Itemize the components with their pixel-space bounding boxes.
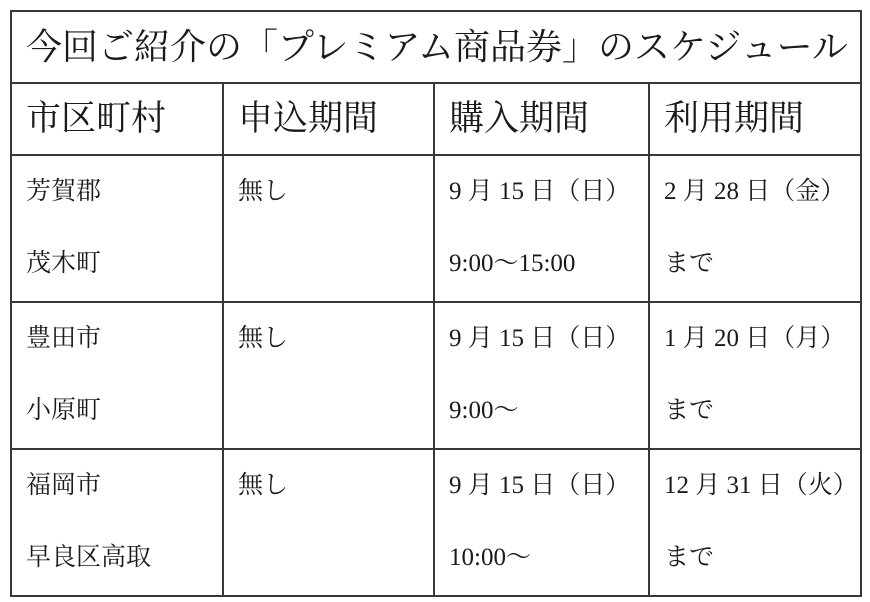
purchase-date: 9 月 15 日（日）: [449, 472, 631, 499]
table-title: 今回ご紹介の「プレミアム商品券」のスケジュール: [11, 11, 861, 83]
purchase-date: 9 月 15 日（日）: [449, 325, 631, 352]
application-period-blank: [238, 522, 429, 594]
municipality-cell: [11, 449, 223, 596]
usage-until: まで: [664, 544, 715, 571]
usage-period-cell: [649, 155, 861, 302]
purchase-time: 10:00～: [449, 544, 531, 571]
column-header-municipality: 市区町村: [11, 83, 223, 155]
purchase-time: 9:00～: [449, 397, 519, 424]
purchase-period-cell: [434, 302, 649, 449]
column-header-purchase-period: 購入期間: [434, 83, 649, 155]
table-row: [11, 449, 861, 596]
municipality-line2: 小原町: [26, 397, 102, 424]
municipality-line1: 芳賀郡: [26, 178, 102, 205]
purchase-time: 9:00～15:00: [449, 250, 576, 277]
application-period-cell: [223, 449, 434, 596]
usage-period-cell: [649, 302, 861, 449]
application-period-cell: [223, 155, 434, 302]
title-row: [11, 11, 861, 83]
usage-until: まで: [664, 397, 715, 424]
premium-voucher-schedule-table: [10, 10, 862, 597]
purchase-date: 9 月 15 日（日）: [449, 178, 631, 205]
usage-date: 2 月 28 日（金）: [664, 178, 846, 205]
usage-until: まで: [664, 250, 715, 277]
table-row: [11, 302, 861, 449]
purchase-period-cell: [434, 155, 649, 302]
application-period-value: 無し: [238, 472, 289, 499]
application-period-blank: [238, 228, 429, 300]
municipality-line1: 豊田市: [26, 325, 102, 352]
municipality-line1: 福岡市: [26, 472, 102, 499]
application-period-value: 無し: [238, 325, 289, 352]
usage-date: 12 月 31 日（火）: [664, 472, 858, 499]
municipality-line2: 早良区高取: [26, 544, 152, 571]
municipality-cell: [11, 155, 223, 302]
table-row: [11, 155, 861, 302]
application-period-value: 無し: [238, 178, 289, 205]
purchase-period-cell: [434, 449, 649, 596]
usage-period-cell: [649, 449, 861, 596]
application-period-cell: [223, 302, 434, 449]
application-period-blank: [238, 375, 429, 447]
column-header-application-period: 申込期間: [223, 83, 434, 155]
header-row: [11, 83, 861, 155]
column-header-usage-period: 利用期間: [649, 83, 861, 155]
municipality-cell: [11, 302, 223, 449]
municipality-line2: 茂木町: [26, 250, 102, 277]
usage-date: 1 月 20 日（月）: [664, 325, 846, 352]
